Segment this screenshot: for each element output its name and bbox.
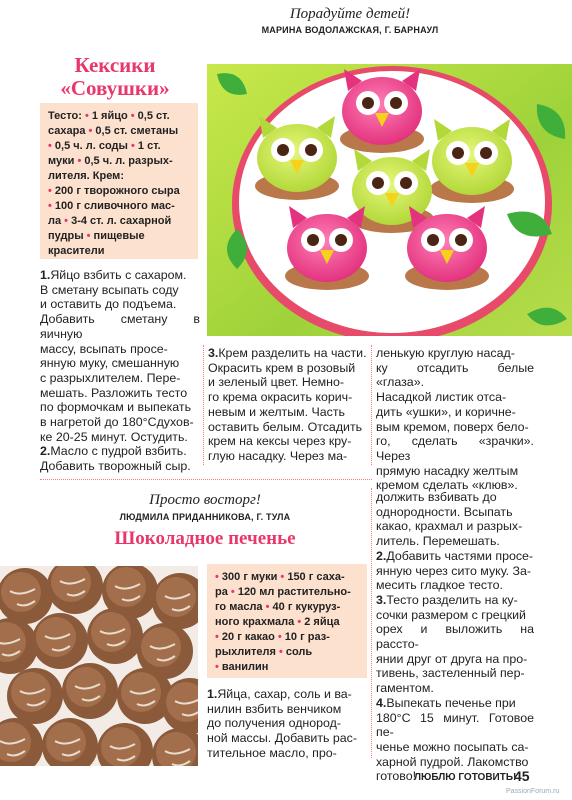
- text-line: сочки размером с грецкий: [376, 607, 526, 622]
- ingredient-line: • 100 г сливочного мас-: [48, 200, 175, 212]
- text-line: В сметану всыпать соду: [40, 282, 179, 297]
- text-line: 1.Яйцо взбить с сахаром.: [40, 268, 187, 282]
- ingredient-line: • 200 г творожного сыра: [48, 185, 180, 197]
- column-divider: [203, 345, 204, 465]
- owl-cupcake: [405, 206, 489, 290]
- owl-cupcake: [255, 116, 339, 200]
- page-number: 45: [514, 768, 530, 784]
- text-line: прямую насадку желтым: [376, 463, 519, 478]
- recipe2-title: Шоколадное печенье: [114, 528, 296, 549]
- text-line: мешать. Разложить тесто: [40, 385, 188, 400]
- text-line: готово!: [376, 769, 417, 784]
- recipe1-author: МАРИНА ВОДОЛАЖСКАЯ, Г. БАРНАУЛ: [261, 25, 439, 35]
- text-line: дить «ушки», и коричне-: [376, 404, 516, 419]
- text-line: тительное масло, про-: [207, 745, 337, 760]
- ingredient-line: • 0,5 ч. л. соды • 1 ст.: [48, 140, 161, 152]
- text-line: Добавить сметану в яичную: [40, 312, 200, 341]
- text-line: и оставить до подъема.: [40, 297, 177, 312]
- owl-cupcakes-illustration: [207, 64, 572, 336]
- text-line: кремом сделать «клюв».: [376, 478, 518, 493]
- text-line: орех и выложить на рассто-: [376, 622, 534, 652]
- text-line: литель. Перемешать.: [376, 534, 500, 549]
- cookie: [62, 663, 118, 719]
- recipe2-kicker: Просто восторг!: [149, 492, 261, 508]
- text-line: какао, крахмал и разрых-: [376, 519, 523, 534]
- ingredient-line: го масла • 40 г кукуруз-: [215, 601, 341, 613]
- ingredient-line: ного крахмала • 2 яйца: [215, 616, 340, 628]
- text-line: 2.Масло с пудрой взбить.: [40, 444, 187, 459]
- chocolate-cookies-photo: [0, 566, 198, 766]
- text-line: 180°С 15 минут. Готовое пе-: [376, 710, 534, 740]
- owl-cupcakes-photo: [207, 64, 572, 336]
- owl-cupcake: [340, 69, 424, 153]
- owl-cupcake: [285, 206, 369, 290]
- text-line: ке 20-25 минут. Остудить.: [40, 429, 188, 444]
- recipe1-title: [40, 54, 190, 100]
- text-line: 1.Яйца, сахар, соль и ва-: [207, 687, 352, 701]
- footer-magazine: ЛЮБЛЮ ГОТОВИТЬ!: [414, 772, 517, 783]
- text-line: янную муку, смешанную: [40, 356, 180, 371]
- ingredient-line: • 300 г муки • 150 г саха-: [215, 571, 345, 583]
- owl-cupcake: [430, 119, 514, 203]
- ingredient-line: сахара • 0,5 ст. сметаны: [48, 125, 179, 137]
- text-line: ку отсадить белые «глаза».: [376, 360, 534, 390]
- recipe2-author: ЛЮДМИЛА ПРИДАННИКОВА, Г. ТУЛА: [119, 512, 291, 522]
- ingredient-line: муки • 0,5 ч. л. разрых-: [48, 155, 173, 167]
- recipe2-column-3: [376, 490, 534, 784]
- section-divider: [40, 479, 372, 480]
- text-line: оставить белым. Отсадить: [208, 419, 363, 434]
- recipe2-ingredients-list: [215, 570, 361, 675]
- text-line: и зеленый цвет. Немно-: [208, 375, 345, 390]
- text-line: массу, всыпать просе-: [40, 341, 168, 356]
- text-line: 4.Выпекать печенье при: [376, 695, 516, 710]
- recipe1-ingredients-box: [40, 103, 198, 259]
- text-line: Добавить творожный сыр.: [40, 459, 191, 474]
- text-line: крем на кексы через кру-: [208, 434, 352, 449]
- text-line: ленькую круглую насад-: [376, 346, 515, 360]
- text-line: харной пудрой. Лакомство: [376, 754, 529, 769]
- text-line: Насадкой листик отса-: [376, 390, 507, 405]
- text-line: вым кремом, поверх бело-: [376, 419, 529, 434]
- text-line: нилин взбить венчиком: [207, 701, 342, 716]
- text-line: 2.Добавить частями просе-: [376, 548, 534, 563]
- ingredient-line: лителя. Крем:: [48, 170, 124, 182]
- ingredient-line: ла • 3-4 ст. л. сахарной: [48, 215, 172, 227]
- recipe1-column-3: [376, 346, 534, 493]
- column-divider: [371, 488, 372, 758]
- recipe2-column-2: [207, 687, 369, 761]
- text-line: глую насадку. Через ма-: [208, 448, 348, 463]
- text-line: гаментом.: [376, 681, 434, 696]
- ingredient-line: ра • 120 мл растительно-: [215, 586, 351, 598]
- text-line: должить взбивать до: [376, 490, 497, 504]
- ingredient-line: рыхлителя • соль: [215, 646, 313, 658]
- text-line: однородности. Всыпать: [376, 504, 513, 519]
- text-line: янную через сито муку. За-: [376, 563, 532, 578]
- ingredient-line: • ванилин: [215, 661, 269, 673]
- recipe1-title-line2: «Совушки»: [60, 76, 170, 100]
- text-line: го, сделать «зрачки». Через: [376, 434, 534, 463]
- cookie: [7, 668, 63, 724]
- recipe1-title-line1: Кексики: [74, 53, 156, 77]
- recipe1-column-2: [208, 346, 368, 464]
- text-line: 3.Тесто разделить на ку-: [376, 592, 518, 607]
- text-line: го крема окрасить корич-: [208, 390, 353, 405]
- text-line: по формочкам и выпекать: [40, 400, 192, 415]
- text-line: ной массы. Добавить рас-: [207, 731, 357, 746]
- text-line: невым и желтым. Часть: [208, 404, 346, 419]
- text-line: в нагретой до 180°Сдухов-: [40, 415, 194, 430]
- ingredient-line: Тесто: • 1 яйцо • 0,5 ст.: [48, 110, 170, 122]
- text-line: тивень, застеленный пер-: [376, 666, 525, 681]
- ingredient-line: красители: [48, 245, 105, 257]
- cookies-illustration: [0, 566, 198, 766]
- ingredient-line: пудры • пищевые: [48, 230, 145, 242]
- cookie: [32, 613, 88, 669]
- recipe2-ingredients-box: [207, 564, 367, 678]
- ingredient-line: • 20 г какао • 10 г раз-: [215, 631, 330, 643]
- text-line: с разрыхлителем. Пере-: [40, 370, 181, 385]
- site-watermark: PassionForum.ru: [506, 788, 560, 795]
- cookie: [87, 608, 143, 664]
- recipe1-ingredients-list: [48, 109, 192, 259]
- text-line: до получения однород-: [207, 716, 342, 731]
- text-line: Окрасить крем в розовый: [208, 360, 356, 375]
- column-divider: [371, 345, 372, 465]
- recipe1-column-1: [40, 268, 200, 474]
- text-line: янии друг от друга на про-: [376, 651, 528, 666]
- recipe1-kicker: Порадуйте детей!: [289, 6, 411, 22]
- text-line: 3.Крем разделить на части.: [208, 346, 367, 360]
- text-line: месить гладкое тесто.: [376, 578, 503, 593]
- text-line: ченье можно посыпать са-: [376, 739, 529, 754]
